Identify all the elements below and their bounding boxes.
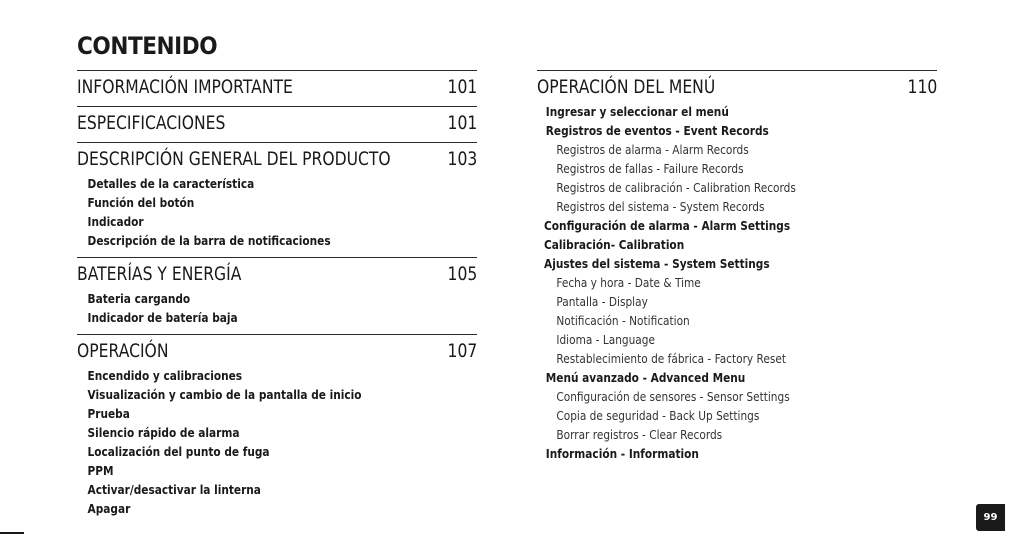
toc-section-operacion-del-menu <box>537 70 937 464</box>
toc-section-header <box>77 112 477 136</box>
toc-subitem: Configuración de sensores - Sensor Settings <box>556 390 790 404</box>
toc-section <box>77 334 477 519</box>
toc-item: Visualización y cambio de la pantalla de inicio <box>87 388 362 402</box>
footer-mark <box>0 532 24 534</box>
toc-section-title: DESCRIPCIÓN GENERAL DEL PRODUCTO <box>77 148 391 170</box>
toc-section <box>77 70 477 100</box>
toc-item: Silencio rápido de alarma <box>87 426 240 440</box>
toc-left-column <box>77 70 477 525</box>
toc-subitem: Registros de calibración - Calibration Records <box>556 181 796 195</box>
toc-section-page: 101 <box>447 76 477 98</box>
toc-item: Descripción de la barra de notificaciones <box>87 234 331 248</box>
toc-item-list <box>77 290 477 328</box>
toc-item: Registros de eventos - Event Records <box>545 124 769 138</box>
toc-section-header <box>537 76 937 100</box>
toc-item: PPM <box>87 464 114 478</box>
toc-section-page: 107 <box>447 340 477 362</box>
toc-section-title: ESPECIFICACIONES <box>77 112 226 134</box>
toc-subitem: Idioma - Language <box>556 333 655 347</box>
toc-section <box>77 257 477 328</box>
toc-section-header <box>77 76 477 100</box>
page-title: CONTENIDO <box>77 32 218 60</box>
toc-item-list <box>537 103 937 464</box>
toc-subitem: Pantalla - Display <box>556 295 648 309</box>
toc-section-title: OPERACIÓN DEL MENÚ <box>537 76 716 98</box>
toc-subitem: Borrar registros - Clear Records <box>556 428 723 442</box>
toc-item: Función del botón <box>87 196 195 210</box>
toc-item: Información - Information <box>545 447 699 461</box>
toc-section-header <box>77 263 477 287</box>
toc-item: Menú avanzado - Advanced Menu <box>545 371 746 385</box>
toc-item: Encendido y calibraciones <box>87 369 243 383</box>
toc-subitem: Restablecimiento de fábrica - Factory Reset <box>556 352 787 366</box>
toc-section-page: 110 <box>907 76 937 98</box>
toc-item: Indicador de batería baja <box>87 311 238 325</box>
toc-item-list <box>77 367 477 519</box>
toc-subitem: Registros del sistema - System Records <box>556 200 765 214</box>
toc-section <box>77 142 477 251</box>
toc-item: Configuración de alarma - Alarm Settings <box>544 219 791 233</box>
toc-right-column <box>537 70 937 470</box>
toc-item: Indicador <box>87 215 144 229</box>
toc-section-page: 105 <box>447 263 477 285</box>
toc-section-page: 101 <box>447 112 477 134</box>
toc-section-title: INFORMACIÓN IMPORTANTE <box>77 76 293 98</box>
toc-item: Ingresar y seleccionar el menú <box>545 105 729 119</box>
toc-item-list <box>77 175 477 251</box>
toc-subitem: Copia de seguridad - Back Up Settings <box>556 409 760 423</box>
toc-section-title: BATERÍAS Y ENERGÍA <box>77 263 242 285</box>
toc-section-header <box>77 340 477 364</box>
toc-item: Apagar <box>87 502 131 516</box>
toc-item: Localización del punto de fuga <box>87 445 270 459</box>
toc-section-title: OPERACIÓN <box>77 340 169 362</box>
toc-subitem: Fecha y hora - Date & Time <box>556 276 701 290</box>
toc-subitem: Registros de alarma - Alarm Records <box>556 143 749 157</box>
page-number-badge: 99 <box>976 504 1005 531</box>
toc-item: Bateria cargando <box>87 292 191 306</box>
toc-item: Ajustes del sistema - System Settings <box>544 257 770 271</box>
toc-subitem: Registros de fallas - Failure Records <box>556 162 744 176</box>
toc-subitem: Notificación - Notification <box>556 314 690 328</box>
toc-item: Prueba <box>87 407 130 421</box>
toc-section-header <box>77 148 477 172</box>
toc-item: Calibración- Calibration <box>544 238 685 252</box>
toc-item: Activar/desactivar la linterna <box>87 483 261 497</box>
toc-item: Detalles de la característica <box>87 177 255 191</box>
toc-section <box>77 106 477 136</box>
toc-section-page: 103 <box>447 148 477 170</box>
